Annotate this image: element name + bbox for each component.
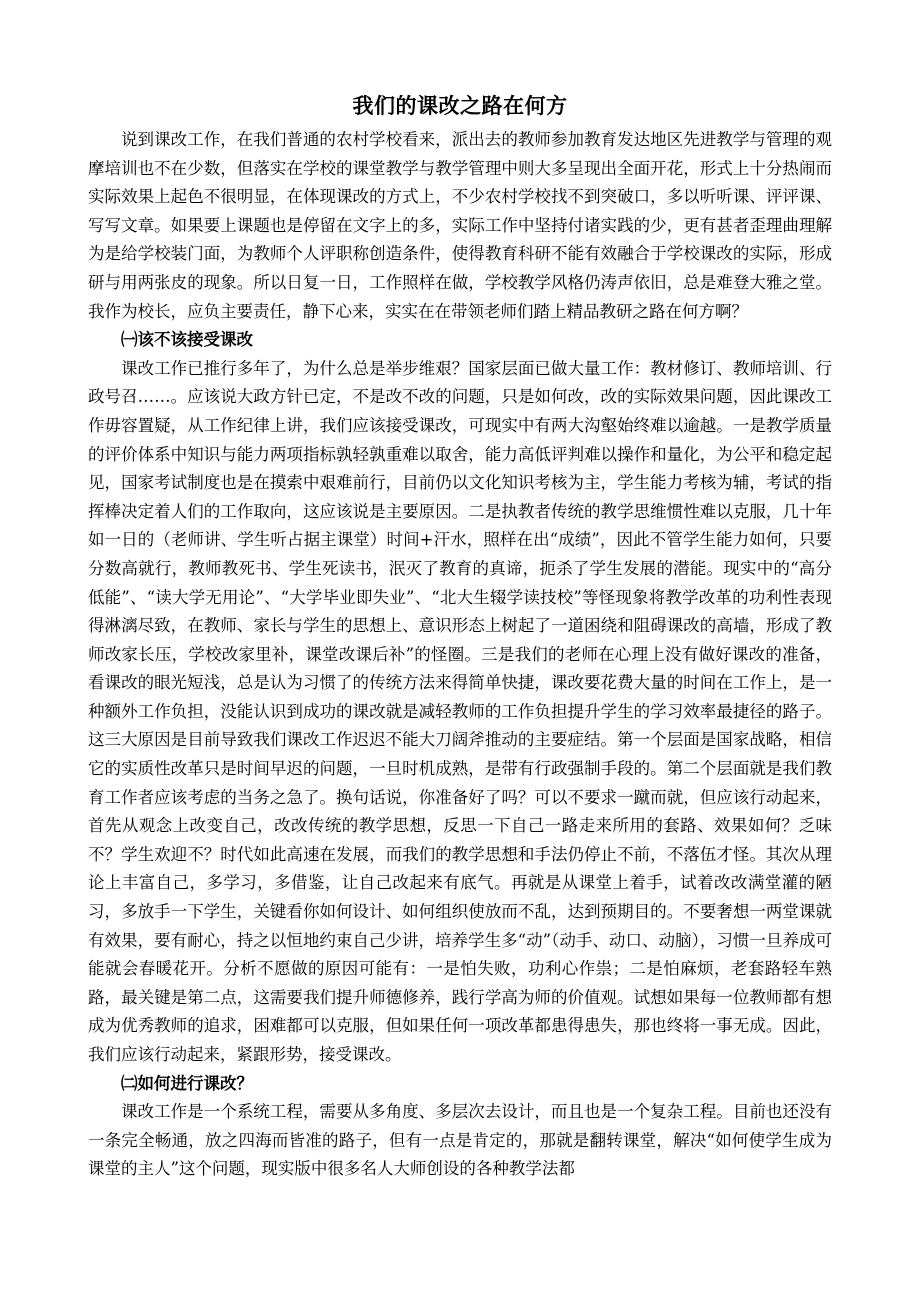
- document-page: [88, 86, 832, 1184]
- intro-paragraph: 说到课改工作，在我们普通的农村学校看来，派出去的教师参加教育发达地区先进教学与管理的观摩培训也不在少数，但落实在学校的课堂教学与教学管理中则大多呈现出全面开花，形式上十分热闹而实际效果上起色不很明显，在体现课改的方式上，不少农村学校找不到突破口，多以听听课、评评课、写写文章。如果要上课题也是停留在文字上的多，实际工作中坚持付诸实践的少，更有甚者歪理曲理解为是给学校装门面，为教师个人评职称创造条件，使得教育科研不能有效融合于学校课改的实际，形成研与用两张皮的现象。所以日复一日，工作照样在做，学校教学风格仍涛声依旧，总是难登大雅之堂。我作为校长，应负主要责任，静下心来，实实在在带领老师们踏上精品教研之路在何方啊？: [88, 130, 832, 321]
- document-title: 我们的课改之路在何方: [352, 93, 568, 118]
- section-2-paragraph: 课改工作是一个系统工程，需要从多角度、多层次去设计，而且也是一个复杂工程。目前也还没有一条完全畅通，放之四海而皆准的路子，但有一点是肯定的，那就是翻转课堂，解决“如何使学生成为课堂的主人”这个问题，现实版中很多名人大师创设的各种教学法都: [88, 1102, 832, 1179]
- section-1-paragraph: 课改工作已推行多年了，为什么总是举步维艰？国家层面已做大量工作：教材修订、教师培训、行政号召……。应该说大政方针已定，不是改不改的问题，只是如何改，改的实际效果问题，因此课改工作毋容置疑，从工作纪律上讲，我们应该接受课改，可现实中有两大沟壑始终难以逾越。一是教学质量的评价体系中知识与能力两项指标孰轻孰重难以取舍，能力高低评判难以操作和量化，为公平和稳定起见，国家考试制度也是在摸索中艰难前行，目前仍以文化知识考核为主，学生能力考核为辅，考试的指挥棒决定着人们的工作取向，这应该说是主要原因。二是执教者传统的教学思维惯性难以克服，几十年如一日的（老师讲、学生听占据主课堂）时间+汗水，照样在出“成绩”，因此不管学生能力如何，只要分数高就行，教师教死书、学生死读书，泯灭了教育的真谛，扼杀了学生发展的潜能。现实中的“高分低能”、“读大学无用论”、“大学毕业即失业”、“北大生辍学读技校”等怪现象将教学改革的功利性表现得淋漓尽致，在教师、家长与学生的思想上、意识形态上树起了一道困绕和阻碍课改的高墙，形成了教师改家长压，学校改家里补，课堂改课后补”的怪圈。三是我们的老师在心理上没有做好课改的准备，看课改的眼光短浅，总是认为习惯了的传统方法来得简单快捷，课改要花费大量的时间在工作上，是一种额外工作负担，没能认识到成功的课改就是减轻教师的工作负担提升学生的学习效率最捷径的路子。这三大原因是目前导致我们课改工作迟迟不能大刀阔斧推动的主要症结。第一个层面是国家战略，相信它的实质性改革只是时间早迟的问题，一旦时机成熟，是带有行政强制手段的。第二个层面就是我们教育工作者应该考虑的当务之急了。换句话说，你准备好了吗？可以不要求一蹴而就，但应该行动起来，首先从观念上改变自己，改改传统的教学思想，反思一下自己一路走来所用的套路、效果如何？乏味不？学生欢迎不？时代如此高速在发展，而我们的教学思想和手法仍停止不前，不落伍才怪。其次从理论上丰富自己，多学习，多借鉴，让自己改起来有底气。再就是从课堂上着手，试着改改满堂灌的陋习，多放手一下学生，关键看你如何设计、如何组织使放而不乱，达到预期目的。不要奢想一两堂课就有效果，要有耐心，持之以恒地约束自己少讲，培养学生多“动”（动手、动口、动脑），习惯一旦养成可能就会春暖花开。分析不愿做的原因可能有：一是怕失败，功利心作祟；二是怕麻烦，老套路轻车熟路，最关键是第二点，这需要我们提升师德修养，践行学高为师的价值观。试想如果每一位教师都有想成为优秀教师的追求，困难都可以克服，但如果任何一项改革都患得患失，那也终将一事无成。因此，我们应该行动起来，紧跟形势，接受课改。: [88, 358, 832, 1064]
- section-1-heading: ㈠该不该接受课改: [121, 330, 253, 350]
- section-2-heading: ㈡如何进行课改？: [121, 1073, 253, 1093]
